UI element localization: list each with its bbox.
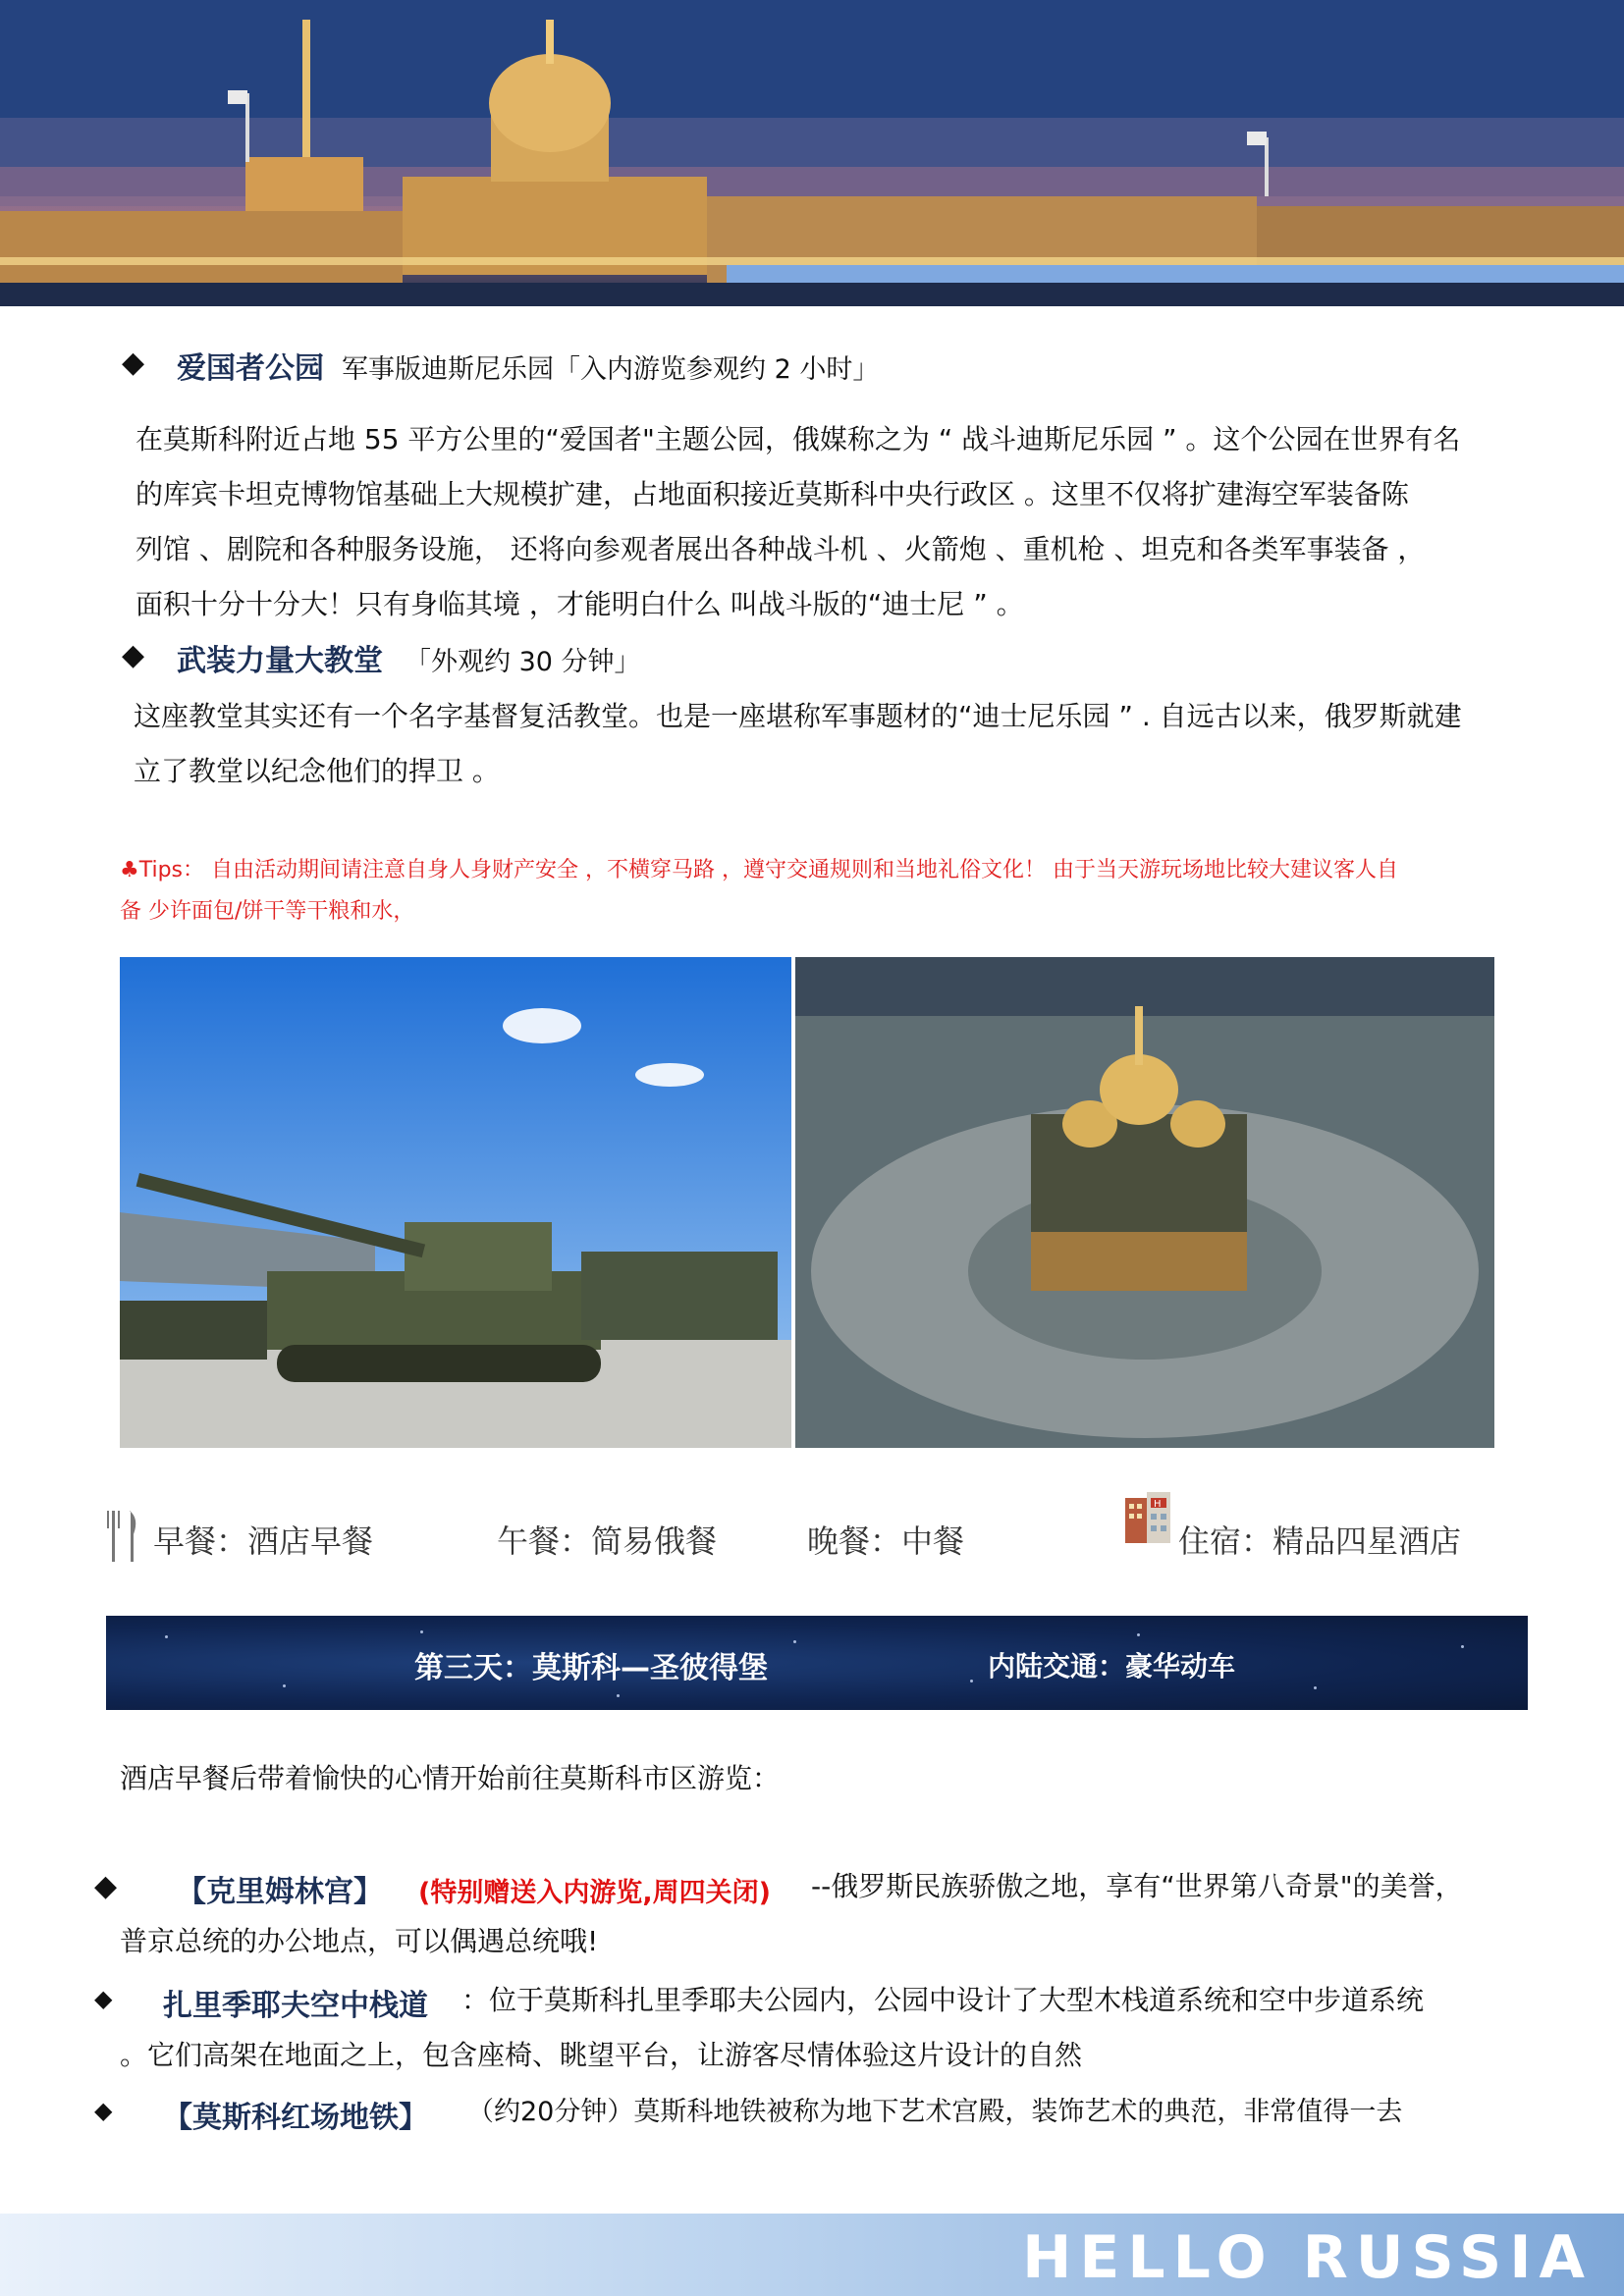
tips-note	[120, 850, 1534, 933]
metro-title: 【莫斯科红场地铁】	[163, 2101, 428, 2135]
cathedral-bullet: ◆	[122, 638, 145, 672]
footer-band	[0, 2214, 1624, 2296]
dinner-info: 晚餐：中餐	[807, 1522, 965, 1560]
hotel-info: 住宿：精品四星酒店	[1178, 1522, 1462, 1560]
patriot-line: 列馆 、剧院和各种服务设施， 还将向参观者展出各种战斗机 、火箭炮 、重机枪 、坦克和各类军事装备 ，	[135, 533, 1426, 565]
day3-transport: 内陆交通：豪华动车	[988, 1650, 1236, 1682]
breakfast-info: 早餐：酒店早餐	[153, 1522, 374, 1560]
tank-photo	[120, 957, 791, 1448]
cathedral-line: 这座教堂其实还有一个名字基督复活教堂。也是一座堪称军事题材的“迪士尼乐园 ” . 自远古以来，俄罗斯就建	[134, 700, 1462, 732]
cathedral-line: 立了教堂以纪念他们的捍卫 。	[134, 755, 500, 787]
patriot-line: 面积十分十分大！只有身临其境 ，才能明白什么 叫战斗版的“迪士尼 ” 。	[135, 588, 1024, 620]
skyline-illustration	[0, 0, 1624, 306]
kremlin-desc-2: 普京总统的办公地点，可以偶遇总统哦!	[120, 1925, 599, 1957]
kremlin-note: (特别赠送入内游览,周四关闭)	[418, 1878, 771, 1908]
day3-intro: 酒店早餐后带着愉快的心情开始前往莫斯科市区游览：	[120, 1762, 781, 1794]
metro-bullet: ◆	[94, 2097, 113, 2124]
hotel-icon	[1121, 1492, 1174, 1545]
kremlin-title: 【克里姆林宫】	[177, 1875, 383, 1909]
metro-desc: （约20分钟）莫斯科地铁被称为地下艺术宫殿，装饰艺术的典范，非常值得一去	[467, 2097, 1403, 2127]
cathedral-photo	[795, 957, 1494, 1448]
svg-text:H: H	[1154, 1499, 1162, 1510]
cathedral-subtitle: 「外观约 30 分钟」	[405, 647, 641, 677]
header-banner	[0, 0, 1624, 306]
patriot-bullet: ◆	[122, 346, 145, 380]
day3-banner	[106, 1616, 1528, 1710]
tips-line: ♣Tips： 自由活动期间请注意自身人身财产安全 ，不横穿马路 ，遵守交通规则和当地礼俗文化！ 由于当天游玩场地比较大建议客人自	[120, 858, 1399, 882]
cutlery-icon	[104, 1507, 143, 1566]
patriot-line: 在莫斯科附近占地 55 平方公里的“爱国者"主题公园，俄媒称之为 “ 战斗迪斯尼乐园 ” 。这个公园在世界有名	[135, 423, 1461, 455]
kremlin-desc-1: --俄罗斯民族骄傲之地，享有“世界第八奇景"的美誉，	[811, 1870, 1463, 1902]
zaryadye-desc-2: 。它们高架在地面之上，包含座椅、眺望平台，让游客尽情体验这片设计的自然	[120, 2039, 1083, 2071]
patriot-title: 爱国者公园	[177, 351, 324, 386]
kremlin-bullet: ◆	[94, 1869, 118, 1903]
zaryadye-desc-1: ：位于莫斯科扎里季耶夫公园内，公园中设计了大型木栈道系统和空中步道系统	[461, 1984, 1425, 2016]
cathedral-title: 武装力量大教堂	[177, 644, 383, 678]
zaryadye-bullet: ◆	[94, 1985, 113, 2012]
cathedral-description	[134, 689, 1528, 799]
patriot-description	[135, 412, 1530, 632]
day3-title: 第三天：莫斯科—圣彼得堡	[414, 1651, 768, 1685]
lunch-info: 午餐：简易俄餐	[497, 1522, 718, 1560]
patriot-line: 的库宾卡坦克博物馆基础上大规模扩建，占地面积接近莫斯科中央行政区 。这里不仅将扩建海空军装备陈	[135, 478, 1409, 510]
zaryadye-title: 扎里季耶夫空中栈道	[163, 1989, 428, 2023]
footer-slogan: HELLO RUSSIA	[1022, 2223, 1593, 2292]
patriot-subtitle: 军事版迪斯尼乐园「入内游览参观约 2 小时」	[342, 354, 880, 385]
tips-line: 备 少许面包/饼干等干粮和水，	[120, 899, 415, 924]
